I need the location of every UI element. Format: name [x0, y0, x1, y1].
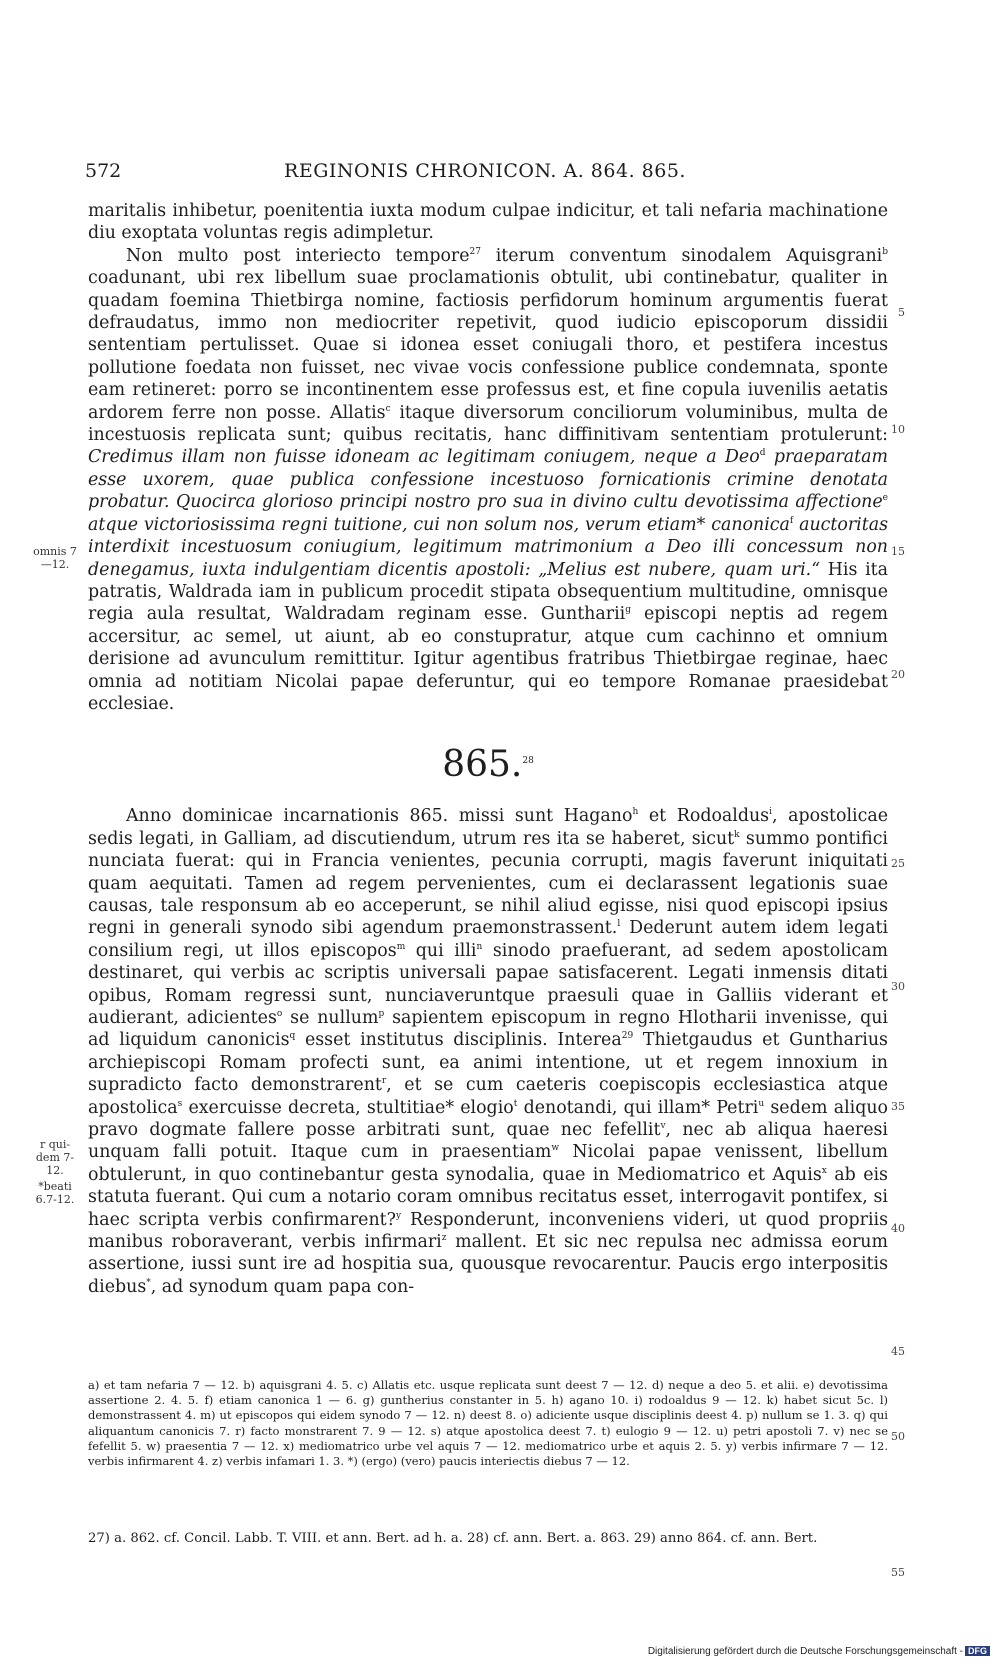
line-number: 5 — [898, 306, 905, 319]
margin-note: omnis 7—12. — [33, 545, 77, 571]
variant-notes: a) et tam nefaria 7 — 12. b) aquisgrani 4. 5. c) Allatis etc. usque replicata sunt deest 7 — 12. d) neque a deo 5. et alii. e) devotissima assertione 2. 4. 5. f) etiam canonica 1 — 6. g) guntherius constanter in 5. h) agano 10. i) rodoaldus 9 — 12. k) habet sicut 5c. l) demonstrassent 4. m) ut episcopos qui eidem synodo 7 — 12. n) deest 8. o) adiciente usque disciplinis deest 4. p) nullum se 1. 3. q) qui aliquantum canonicis 7. r) facto monstrarent 7. 9 — 12. s) atque apostolica deest 7. t) eulogio 9 — 12. u) petri apostoli 7. v) nec se fefellit 5. w) praesentia 7 — 12. x) mediomatrico urbe vel aquis 7 — 12. mediomatrico urbe et aquis 2. 5. y) verbis infirmare 7 — 12. verbis infirmarent 4. z) verbis infamari 1. 3. *) (ergo) (vero) paucis interiectis diebus 7 — 12. — [88, 1378, 888, 1469]
line-number: 30 — [891, 980, 905, 993]
page-header — [85, 160, 885, 188]
line-number: 50 — [891, 1430, 905, 1443]
margin-note: r qui-dem 7-12. — [35, 1138, 75, 1177]
line-number: 10 — [891, 423, 905, 436]
digitization-credit — [0, 1646, 990, 1657]
credit-text: Digitalisierung gefördert durch die Deutsche Forschungsgemeinschaft - — [647, 1646, 963, 1657]
line-number: 55 — [891, 1566, 905, 1579]
line-number: 45 — [891, 1345, 905, 1358]
main-text — [88, 200, 888, 1298]
paragraph: Anno dominicae incarnationis 865. missi sunt Hagano$^h$ et Rodoaldus$^i$, apostolicae sedis legati, in Galliam, ad discutiendum, utrum res ita se haberet, sicut$^k$ summo pontifici nunciata fuerat: qui in Francia venientes, pecunia corrupti, magis faverunt iniquitati quam aequitati. Tamen ad regem pervenientes, cum ei declarassent legationis suae causas, tale responsum ab eo acceperunt, se nihil aliud egisse, nisi quod episcopi ipsius regni in generali synodo sibi agendum praemonstrassent.$^l$ Dederunt autem idem legati consilium regi, ut illos episcopos$^m$ qui illi$^n$ sinodo praefuerant, ad sedem apostolicam destinaret, qui verbis ac scriptis universali papae satisfacerent. Legati inmensis ditati opibus, Romam regressi sunt, nunciaveruntque praesuli quae in Galliis viderant et audierant, adicientes$^o$ se nullum$^p$ sapientem episcopum in regno Hlotharii invenisse, qui ad liquidum canonicis$^q$ esset institutus disciplinis. Interea$^{29}$ Thietgaudus et Guntharius archiepiscopi Romam profecti sunt, ea animi intentione, ut et regem innoxium in supradicto facto demonstrarent$^r$, et se cum caeteris coepiscopis ecclesiastica atque apostolica$^s$ exercuisse decreta, stultitiae* elogio$^t$ denotandi, qui illam* Petri$^u$ sedem aliquo pravo dogmate fallere posse arbitrati sunt, quae nec fefellit$^v$, nec ab aliqua haeresi unquam falli potuit. Itaque cum in praesentiam$^w$ Nicolai papae venissent, libellum obtulerunt, in quo continebantur gesta synodalia, quae in Mediomatrico et Aquis$^x$ ab eis statuta fuerant. Qui cum a notario coram omnibus recitatus esset, interrogavit pontifex, si haec scripta verbis confirmarent?$^y$ Responderunt, inconveniens videri, ut quod propriis manibus roboraverant, verbis infirmari$^z$ mallent. Et sic nec repulsa nec admissa eorum assertione, iussi sunt ire ad hospitia sua, quousque revocarentur. Paucis ergo interpositis diebus*, ad synodum quam papa con- — [88, 806, 889, 1297]
line-number: 40 — [891, 1222, 905, 1235]
year-heading: 865.28 — [442, 744, 534, 786]
paragraph: Non multo post interiecto tempore$^{27}$ iterum conventum sinodalem Aquisgrani$^b$ coadunant, ubi rex libellum suae proclamationis obtulit, ubi continebatur, qualiter in quadam foemina Thietbirga nomine, factiosis perfidorum hominum argumentis fuerat defraudatus, immo non mediocriter repetivit, quod iudicio episcoporum dissidii sententiam pertulisset. Quae si idonea esset coniugali thoro, et pestifera incestus pollutione foedata non fuisset, nec vivae vocis confessione publice condemnata, sponte eam retineret: porro se incontinentem esse professus est, et fine copula iuvenilis aetatis ardorem ferre non posse. Allatis$^c$ itaque diversorum conciliorum voluminibus, multa de incestuosis replicata sunt; quibus recitatis, hanc diffinitivam sententiam protulerunt: Credimus illam non fuisse idoneam ac legitimam coniugem, neque a Deo$^d$ praeparatam esse uxorem, quae publica confessione incestuoso fornicationis crimine denotata probatur. Quocirca glorioso principi nostro pro sua in divino cultu devotissima affectione$^e$ atque victoriosissima regni tuitione, cui non solum nos, verum etiam* canonica$^f$ auctoritas interdixit incestuosum coniugium, legitimum matrimonium a Deo illi concessum non denegamus, iuxta indulgentiam dicentis apostoli: „Melius est nubere, quam uri.“ His ita patratis, Waldrada iam in publicum procedit stipata obsequentium multitudine, omnisque regia aula resultat, Waldradam reginam esse. Guntharii$^g$ episcopi neptis ad regem accersitur, ac semel, ut aiunt, ab eo constupratur, atque cum cachinno et omnium derisione ad avunculum remittitur. Igitur agentibus fratribus Thietbirgae reginae, haec omnia ad notitiam Nicolai papae deferuntur, qui eo tempore Romanae praesidebat ecclesiae. — [88, 245, 889, 714]
page-number: 572 — [85, 160, 122, 182]
editorial-notes: 27) a. 862. cf. Concil. Labb. T. VIII. et ann. Bert. ad h. a. 28) cf. ann. Bert. a. 863. 29) anno 864. cf. ann. Bert. — [88, 1531, 818, 1546]
margin-note: *beati 6.7-12. — [35, 1180, 75, 1206]
paragraph: maritalis inhibetur, poenitentia iuxta modum culpae indicitur, et tali nefaria machinatione diu exoptata voluntas regis adimpletur. — [88, 201, 888, 244]
dfg-logo: DFG — [965, 1646, 990, 1656]
line-number: 25 — [891, 857, 905, 870]
line-number: 35 — [891, 1100, 905, 1113]
running-title: REGINONIS CHRONICON. A. 864. 865. — [284, 160, 686, 182]
line-number: 15 — [891, 545, 905, 558]
line-number: 20 — [891, 668, 905, 681]
